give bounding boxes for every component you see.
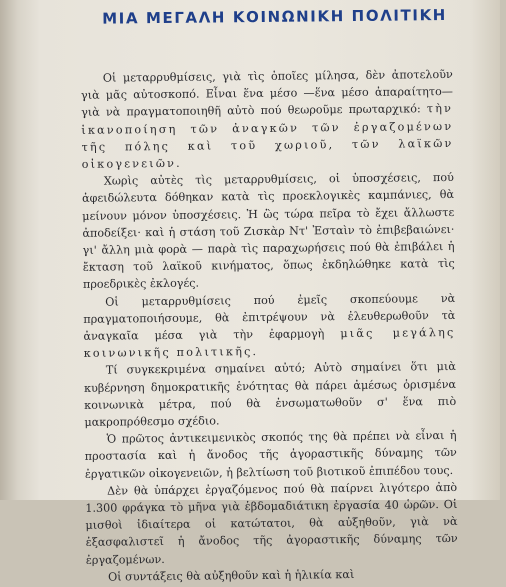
paragraph: [85, 427, 458, 483]
paragraph: [82, 169, 455, 293]
paragraph-text: Χωρὶς αὐτὲς τὶς μεταρρυθμίσεις, οἱ ὑποσχέσεις, πού ἀφειδώλευτα δόθηκαν κατὰ τὶς προεκλογικὲς καμπάνιες, θὰ μείνουν μόνον ὑποσχέσεις. Ἡ ὣς τώρα πεῖρα τὸ ἔχει ἄλλωστε ἀποδείξει· καὶ ἡ στάση τοῦ Ζισκὰρ Ντ' Ἐσταὶν τὸ ἐπιβεβαιώνει· γι' ἄλλη μιὰ φορὰ — παρὰ τὶς παραχωρήσεις πού θὰ ἐπιβάλει ἡ ἔκταση τοῦ λαϊκοῦ κινήματος, ὅπως ἐκδηλώθηκε κατὰ τὶς προεδρικὲς ἐκλογές.: [82, 171, 455, 292]
paragraph: [85, 479, 458, 569]
paragraph-text: Ὁ πρῶτος ἀντικειμενικὸς σκοπός της θὰ πρέπει νὰ εἶναι ἡ προστασία καὶ ἡ ἄνοδος τῆς ἀγοραστικῆς δύναμης τῶν ἐργατικῶν οἰκογενειῶν, ἡ βελτίωση τοῦ βιοτικοῦ ἐπιπέδου τους.: [84, 429, 457, 481]
body-text: [81, 66, 458, 586]
spaced-emphasis-text: τὴν ἱκανοποίηση τῶν ἀναγκῶν τῶν ἐργαζομένων τῆς πόλης καὶ τοῦ χωριοῦ, τῶν λαϊκῶν οἰκογενειῶν.: [81, 102, 454, 171]
paragraph: [84, 358, 457, 431]
paragraph-text: Οἱ συντάξεις θὰ αὐξηθοῦν καὶ ἡ ἡλικία καὶ: [107, 567, 355, 584]
spaced-emphasis-text: μιᾶς μεγάλης κοινωνικῆς πολιτικῆς.: [83, 325, 456, 361]
paragraph: [81, 66, 454, 173]
paragraph: [86, 565, 458, 586]
paragraph: [83, 290, 456, 363]
page-title: ΜΙΑ ΜΕΓΑΛΗ ΚΟΙΝΩΝΙΚΗ ΠΟΛΙΤΙΚΗ: [102, 6, 448, 28]
paragraph-text: Οἱ μεταρρυθμίσεις πού ἐμεῖς σκοπεύουμε νὰ πραγματοποιήσουμε, θὰ ἐπιτρέψουν νὰ ἐλευθερωθοῦν τὰ ἀναγκαῖα μέσα γιὰ τὴν ἐφαρμογὴ: [83, 291, 456, 343]
paragraph-text: Τί συγκεκριμένα σημαίνει αὐτό; Αὐτὸ σημαίνει ὅτι μιὰ κυβέρνηση δημοκρατικῆς ἑνότητας θὰ πάρει ἀμέσως ὁρισμένα κοινωνικὰ μέτρα, πού θὰ ἐνσωματωθοῦν σ' ἕνα πιὸ μακροπρόθεσμο σχέδιο.: [83, 360, 457, 429]
book-page: [14, 0, 505, 584]
paragraph-text: Δὲν θὰ ὑπάρχει ἐργαζόμενος πού θὰ παίρνει λιγότερο ἀπὸ 1.300 φράγκα τὸ μῆνα γιὰ ἑβδομαδιάτικη ἐργασία 40 ὡρῶν. Οἱ μισθοὶ ἰδιαίτερα οἱ κατώτατοι, θὰ αὐξηθοῦν, γιὰ νὰ ἐξασφαλιστεῖ ἡ ἄνοδος τῆς ἀγοραστικῆς δύναμης τῶν ἐργαζομένων.: [85, 480, 458, 567]
paragraph-text: Οἱ μεταρρυθμίσεις, γιὰ τὶς ὁποῖες μίλησα, δὲν ἀποτελοῦν γιὰ μᾶς αὐτοσκοπό. Εἶναι ἕνα μέσο —ἕνα μέσο ἀπαραίτητο— γιὰ νὰ πραγματοποιηθῆ αὐτὸ πού θεωροῦμε πρωταρχικό:: [80, 67, 454, 120]
